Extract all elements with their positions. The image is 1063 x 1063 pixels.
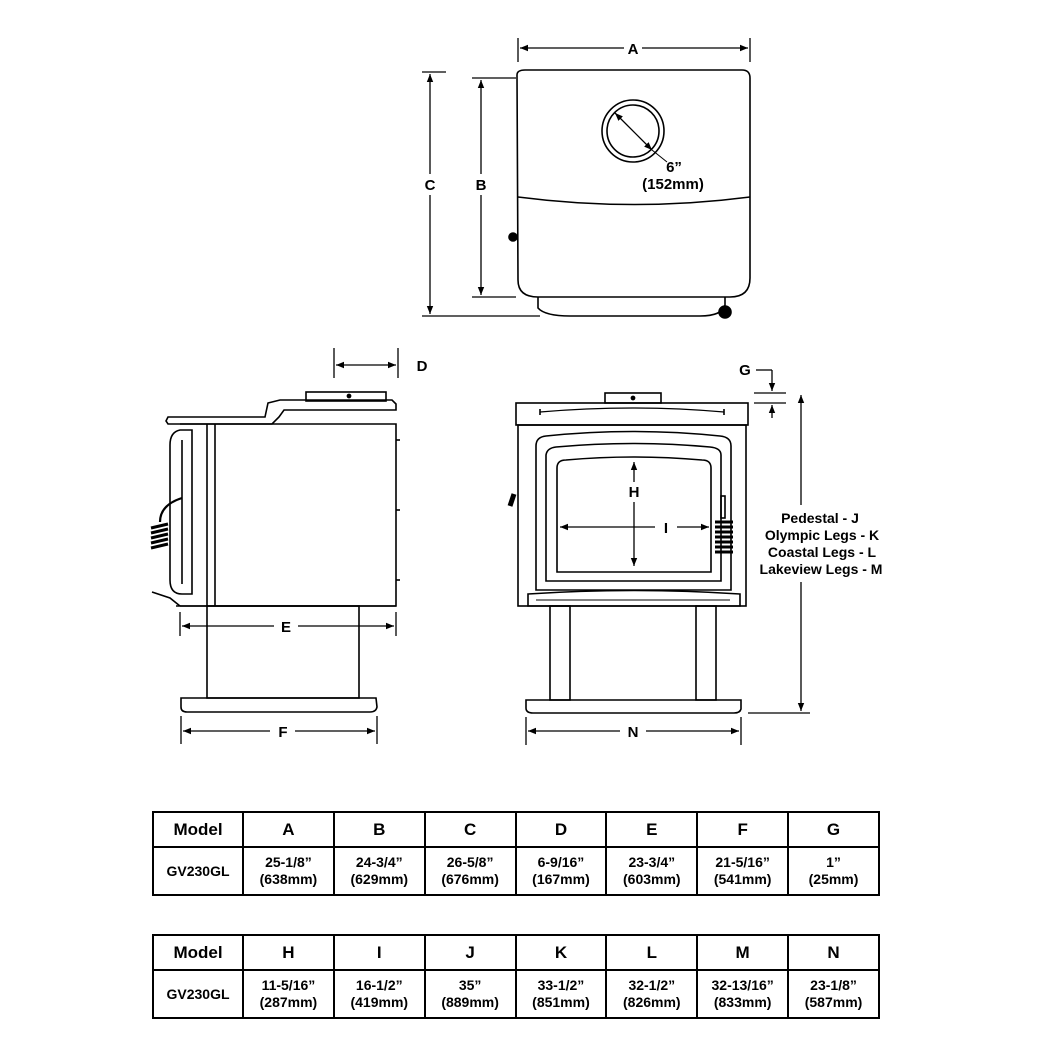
value-mm: (167mm): [532, 871, 590, 887]
header-cell: I: [334, 935, 425, 970]
dimensions-table-2: [152, 934, 880, 1019]
value-inches: 32-13/16”: [711, 977, 774, 993]
header-cell: D: [516, 812, 607, 847]
value-cell: [425, 970, 516, 1018]
value-cell: [425, 847, 516, 895]
value-inches: 16-1/2”: [355, 977, 403, 993]
table-header-row: [153, 935, 879, 970]
label-f: F: [278, 724, 288, 741]
dimension-d: [334, 348, 398, 378]
value-cell: [334, 970, 425, 1018]
front-view: [510, 393, 748, 713]
top-view-division-curve: [518, 197, 750, 205]
side-view: [151, 392, 400, 712]
header-cell: F: [697, 812, 788, 847]
front-latch-rod: [721, 496, 725, 518]
value-inches: 6-9/16”: [537, 854, 585, 870]
value-cell: [516, 847, 607, 895]
side-ash-lip: [152, 592, 180, 606]
table-row: [153, 847, 879, 895]
value-mm: (603mm): [623, 871, 681, 887]
value-cell: [243, 970, 334, 1018]
flue-size-mm-label: (152mm): [642, 176, 704, 193]
value-mm: (587mm): [804, 994, 863, 1010]
flue-diameter-arrow: [615, 113, 652, 150]
flue-size-label: 6”: [666, 159, 682, 176]
base-option-olympic: Olympic Legs - K: [764, 527, 880, 543]
value-cell: [697, 970, 788, 1018]
label-e: E: [280, 619, 292, 636]
table-row: [153, 970, 879, 1018]
value-cell: [788, 970, 879, 1018]
value-inches: 33-1/2”: [537, 977, 585, 993]
model-cell: GV230GL: [153, 847, 243, 895]
value-cell: [788, 847, 879, 895]
header-cell: C: [425, 812, 516, 847]
value-cell: [697, 847, 788, 895]
header-cell: A: [243, 812, 334, 847]
label-g: G: [739, 362, 751, 379]
label-a: A: [627, 41, 639, 58]
side-door-frame: [170, 430, 192, 594]
side-door-handle: [160, 498, 182, 522]
value-cell: [516, 970, 607, 1018]
front-door-handle: [510, 494, 514, 506]
label-b: B: [475, 177, 487, 194]
value-mm: (638mm): [259, 871, 318, 887]
handle-knob: [509, 233, 517, 241]
front-top-plate: [516, 403, 748, 425]
value-inches: 32-1/2”: [628, 977, 676, 993]
label-c: C: [424, 177, 436, 194]
dimensions-table-1: [152, 811, 880, 896]
value-inches: 23-1/8”: [810, 977, 857, 993]
label-h: H: [628, 484, 640, 501]
header-cell: Model: [153, 935, 243, 970]
front-ash-lip: [528, 591, 740, 607]
value-inches: 25-1/8”: [265, 854, 312, 870]
top-view-ash-lip: [538, 297, 725, 316]
value-mm: (826mm): [623, 994, 681, 1010]
value-mm: (676mm): [441, 871, 499, 887]
header-cell: Model: [153, 812, 243, 847]
value-inches: 21-5/16”: [715, 854, 770, 870]
header-cell: B: [334, 812, 425, 847]
value-inches: 23-3/4”: [628, 854, 676, 870]
value-inches: 24-3/4”: [355, 854, 403, 870]
base-option-coastal: Coastal Legs - L: [767, 544, 877, 560]
value-cell: [606, 970, 697, 1018]
label-n: N: [627, 724, 639, 741]
header-cell: E: [606, 812, 697, 847]
value-inches: 35”: [458, 977, 482, 993]
model-cell: GV230GL: [153, 970, 243, 1018]
value-cell: [243, 847, 334, 895]
side-top-plate: [166, 400, 396, 424]
side-body: [180, 424, 396, 606]
front-pedestal-base: [526, 700, 741, 713]
header-cell: H: [243, 935, 334, 970]
side-pedestal-base: [181, 698, 377, 712]
label-d: D: [416, 358, 428, 375]
value-mm: (889mm): [441, 994, 499, 1010]
value-cell: [334, 847, 425, 895]
value-mm: (833mm): [713, 994, 772, 1010]
front-pedestal-left-post: [550, 606, 570, 700]
side-handle-spring: [151, 524, 168, 548]
value-mm: (541mm): [713, 871, 772, 887]
header-cell: N: [788, 935, 879, 970]
value-cell: [606, 847, 697, 895]
front-pedestal-right-post: [696, 606, 716, 700]
value-mm: (287mm): [259, 994, 318, 1010]
front-latch-spring: [715, 522, 733, 552]
top-view: [509, 70, 750, 318]
header-cell: J: [425, 935, 516, 970]
value-mm: (419mm): [350, 994, 409, 1010]
label-i: I: [663, 520, 669, 537]
value-mm: (25mm): [808, 871, 859, 887]
dimension-g: [754, 370, 786, 418]
header-cell: M: [697, 935, 788, 970]
value-mm: (851mm): [532, 994, 590, 1010]
header-cell: L: [606, 935, 697, 970]
table-header-row: [153, 812, 879, 847]
base-option-lakeview: Lakeview Legs - M: [759, 561, 883, 577]
header-cell: G: [788, 812, 879, 847]
header-cell: K: [516, 935, 607, 970]
value-inches: 11-5/16”: [261, 977, 316, 993]
value-inches: 1”: [826, 854, 841, 870]
top-view-outline: [517, 70, 750, 297]
base-option-pedestal: Pedestal - J: [781, 510, 859, 526]
value-inches: 26-5/8”: [446, 854, 494, 870]
foot-knob: [719, 306, 731, 318]
value-mm: (629mm): [350, 871, 409, 887]
